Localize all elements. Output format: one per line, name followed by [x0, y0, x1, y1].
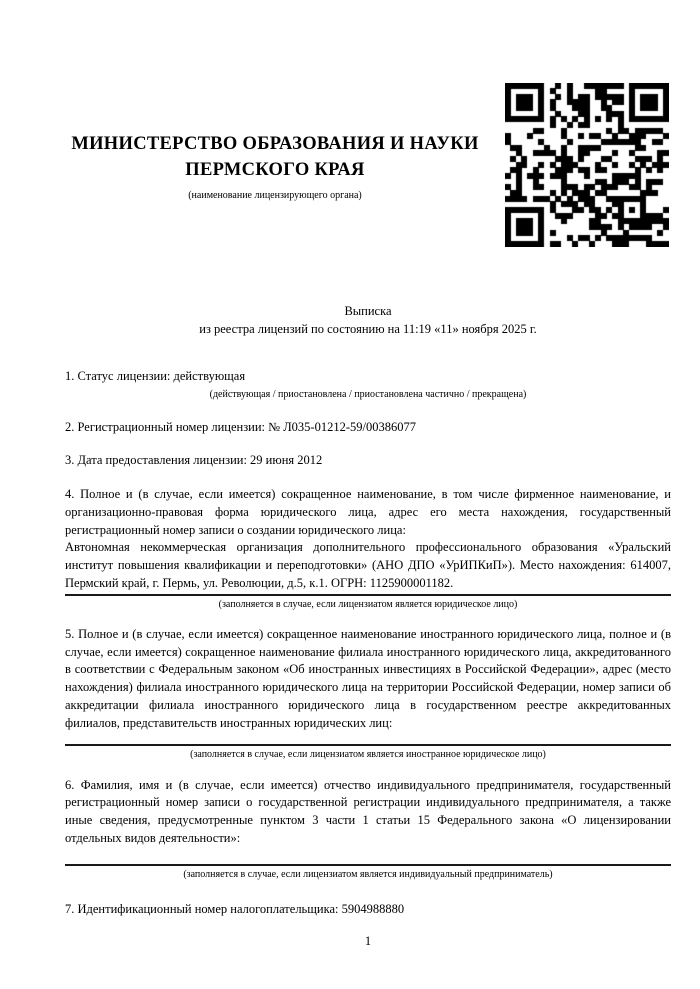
legal-entity-note: (заполняется в случае, если лицензиатом является юридическое лицо): [218, 598, 518, 610]
qr-code-icon: [505, 83, 669, 247]
foreign-entity-label: 5. Полное и (в случае, если имеется) сокращенное наименование иностранного юридического лица, полное и (в случае, если имеется) сокращенное наименование филиала иностранного юридического лица, аккредитованного в соответствии с Федеральным законом «Об иностранных инвестициях в Российской Федерации», адрес (место нахождения) филиала иностранного юридического лица на территории Российской Федерации, номер записи об аккредитации филиала иностранного юридического лица в государственном реестре аккредитованных филиалов, представительств иностранных юридических лиц:: [65, 626, 671, 730]
ministry-caption: (наименование лицензирующего органа): [188, 190, 362, 201]
license-status-line: 1. Статус лицензии: действующая: [65, 368, 246, 383]
document-title: Выписка: [344, 304, 392, 318]
fill-line: [65, 864, 671, 866]
foreign-entity-note: (заполняется в случае, если лицензиатом является иностранное юридическое лицо): [190, 748, 546, 760]
entrepreneur-note: (заполняется в случае, если лицензиатом является индивидуальный предприниматель): [183, 868, 553, 880]
legal-entity-label: 4. Полное и (в случае, если имеется) сокращенное наименование, в том числе фирменное наименование, и организационно-правовая форма юридического лица, адрес его места нахождения, государственный регистрационный номер записи о создании юридического лица:: [65, 486, 671, 537]
legal-entity-value: Автономная некоммерческая организация дополнительного профессионального образования «Уральский институт повышения квалификации и переподготовки» (АНО ДПО «УрИПКиП»). Место нахождения: 614007, Пермский край, г. Пермь, ул. Революции, д.5, к.1. ОГРН: 1125900001182.: [65, 540, 671, 590]
document-heading: [65, 303, 671, 339]
registration-number-line: 2. Регистрационный номер лицензии: № Л035-01212-59/00386077: [65, 420, 416, 435]
page-number: 1: [364, 933, 372, 948]
taxpayer-id-line: 7. Идентификационный номер налогоплательщика: 5904988880: [65, 901, 405, 916]
document-subtitle: из реестра лицензий по состоянию на 11:19 «11» ноября 2025 г.: [199, 321, 537, 336]
ministry-name: МИНИСТЕРСТВО ОБРАЗОВАНИЯ И НАУКИ ПЕРМСКОГО КРАЯ: [71, 134, 479, 180]
document-body: [65, 303, 671, 950]
license-status-note: (действующая / приостановлена / приостановлена частично / прекращена): [209, 389, 527, 401]
fill-line: [65, 594, 671, 596]
entrepreneur-label: 6. Фамилия, имя и (в случае, если имеется) отчество индивидуального предпринимателя, государственный регистрационный номер записи о государственной регистрации индивидуального предпринимателя, а также иные сведения, предусмотренные пунктом 3 части 1 статьи 15 Федерального закона «О лицензировании отдельных видов деятельности»:: [65, 777, 671, 845]
fill-line: [65, 744, 671, 746]
license-date-line: 3. Дата предоставления лицензии: 29 июня 2012: [65, 453, 323, 468]
